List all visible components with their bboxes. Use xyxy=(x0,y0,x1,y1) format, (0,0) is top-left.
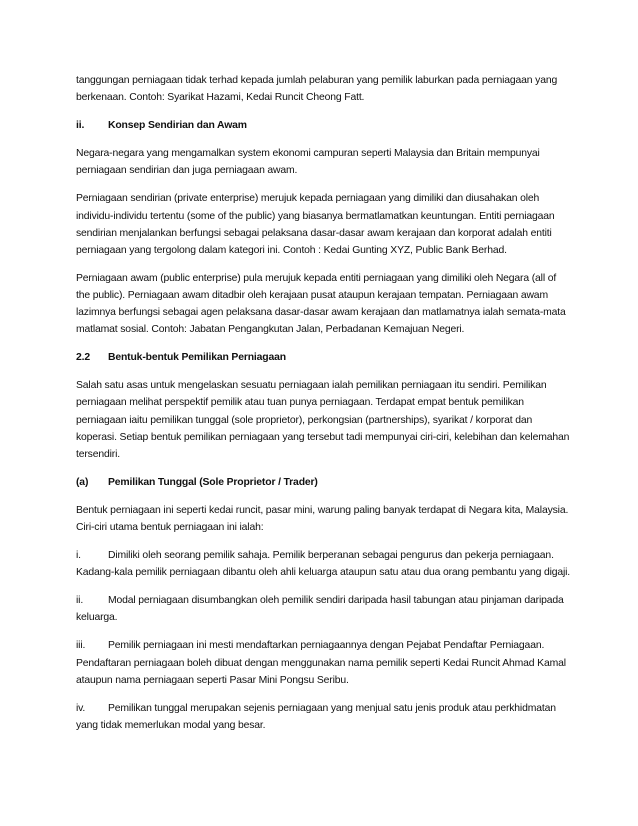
list-item xyxy=(76,637,572,688)
list-number: i. xyxy=(76,550,81,562)
list-text: Modal perniagaan disumbangkan oleh pemilik sendiri daripada hasil tabungan atau pinjaman daripada keluarga. xyxy=(76,595,564,624)
list-item xyxy=(76,547,572,581)
heading-number: 2.2 xyxy=(76,352,90,364)
paragraph-salah-satu: Salah satu asas untuk mengelaskan sesuatu perniagaan ialah pemilikan perniagaan itu sendiri. Pemilikan perniagaan melihat perspektif pemilik atau tuan punya perniagaan. Terdapat empat bentuk pemilikan perniagaan iaitu pemilikan tunggal (sole proprietor), perkongsian (partnerships), syarikat / korporat dan koperasi. Setiap bentuk pemilikan perniagaan yang tersebut tadi mempunyai ciri-ciri, kelebihan dan kelemahan tersendiri. xyxy=(76,380,570,460)
document-page xyxy=(76,72,572,745)
list-text: Pemilik perniagaan ini mesti mendaftarkan perniagaannya dengan Pejabat Pendaftar Perniagaan. Pendaftaran perniagaan boleh dibuat dengan menggunakan nama pemilik seperti Kedai Runcit Ahmad Kamal ataupun nama perniagaan seperti Pasar Mini Pongsu Seribu. xyxy=(76,640,566,686)
heading-text: Pemilikan Tunggal (Sole Proprietor / Trader) xyxy=(108,476,318,488)
paragraph-bentuk-perniagaan: Bentuk perniagaan ini seperti kedai runcit, pasar mini, warung paling banyak terdapat di Negara kita, Malaysia. Ciri-ciri utama bentuk perniagaan ini ialah: xyxy=(76,504,569,533)
paragraph-continuation: tanggungan perniagaan tidak terhad kepada jumlah pelaburan yang pemilik laburkan pada perniagaan yang berkenaan. Contoh: Syarikat Hazami, Kedai Runcit Cheong Fatt. xyxy=(76,75,558,104)
paragraph-awam: Perniagaan awam (public enterprise) pula merujuk kepada entiti perniagaan yang dimiliki oleh Negara (all of the public). Perniagaan awam ditadbir oleh kerajaan pusat ataupun kerajaan tempatan. Perniagaan awam lazimnya berfungsi sebagai agen pelaksana dasar-dasar awam kerajaan dan matlamatnya ialah semata-mata matlamat sosial. Contoh: Jabatan Pengangkutan Jalan, Perbadanan Kemajuan Negeri. xyxy=(76,272,566,336)
heading-text: Konsep Sendirian dan Awam xyxy=(108,120,247,132)
section-heading-bentuk xyxy=(76,349,572,366)
paragraph-sendirian: Perniagaan sendirian (private enterprise) merujuk kepada perniagaan yang dimiliki dan diusahakan oleh individu-individu tertentu (some of the public) yang biasanya bermatlamatkan keuntungan. Entiti perniagaan sendirian menjalankan berfungsi sebagai pelaksana dasar-dasar awam kerajaan dan korporat adalah entiti perniagaan yang tergolong dalam kategori ini. Contoh : Kedai Gunting XYZ, Public Bank Berhad. xyxy=(76,193,555,256)
section-heading-konsep xyxy=(76,117,572,134)
list-number: iii. xyxy=(76,640,86,652)
heading-text: Bentuk-bentuk Pemilikan Perniagaan xyxy=(108,352,286,364)
paragraph-negara: Negara-negara yang mengamalkan system ekonomi campuran seperti Malaysia dan Britain mempunyai perniagaan sendirian dan juga perniagaan awam. xyxy=(76,148,540,177)
heading-number: (a) xyxy=(76,476,89,488)
list-text: Pemilikan tunggal merupakan sejenis perniagaan yang menjual satu jenis produk atau perkhidmatan yang tidak memerlukan modal yang besar. xyxy=(76,702,556,731)
section-heading-pemilikan-tunggal xyxy=(76,474,572,491)
list-text: Dimiliki oleh seorang pemilik sahaja. Pemilik berperanan sebagai pengurus dan pekerja perniagaan. Kadang-kala pemilik perniagaan dibantu oleh ahli keluarga ataupun satu atau dua orang pembantu yang digaji. xyxy=(76,550,571,579)
list-number: ii. xyxy=(76,595,84,607)
list-number: iv. xyxy=(76,702,86,714)
list-item xyxy=(76,592,572,626)
list-item xyxy=(76,700,572,734)
heading-number: ii. xyxy=(76,120,85,132)
